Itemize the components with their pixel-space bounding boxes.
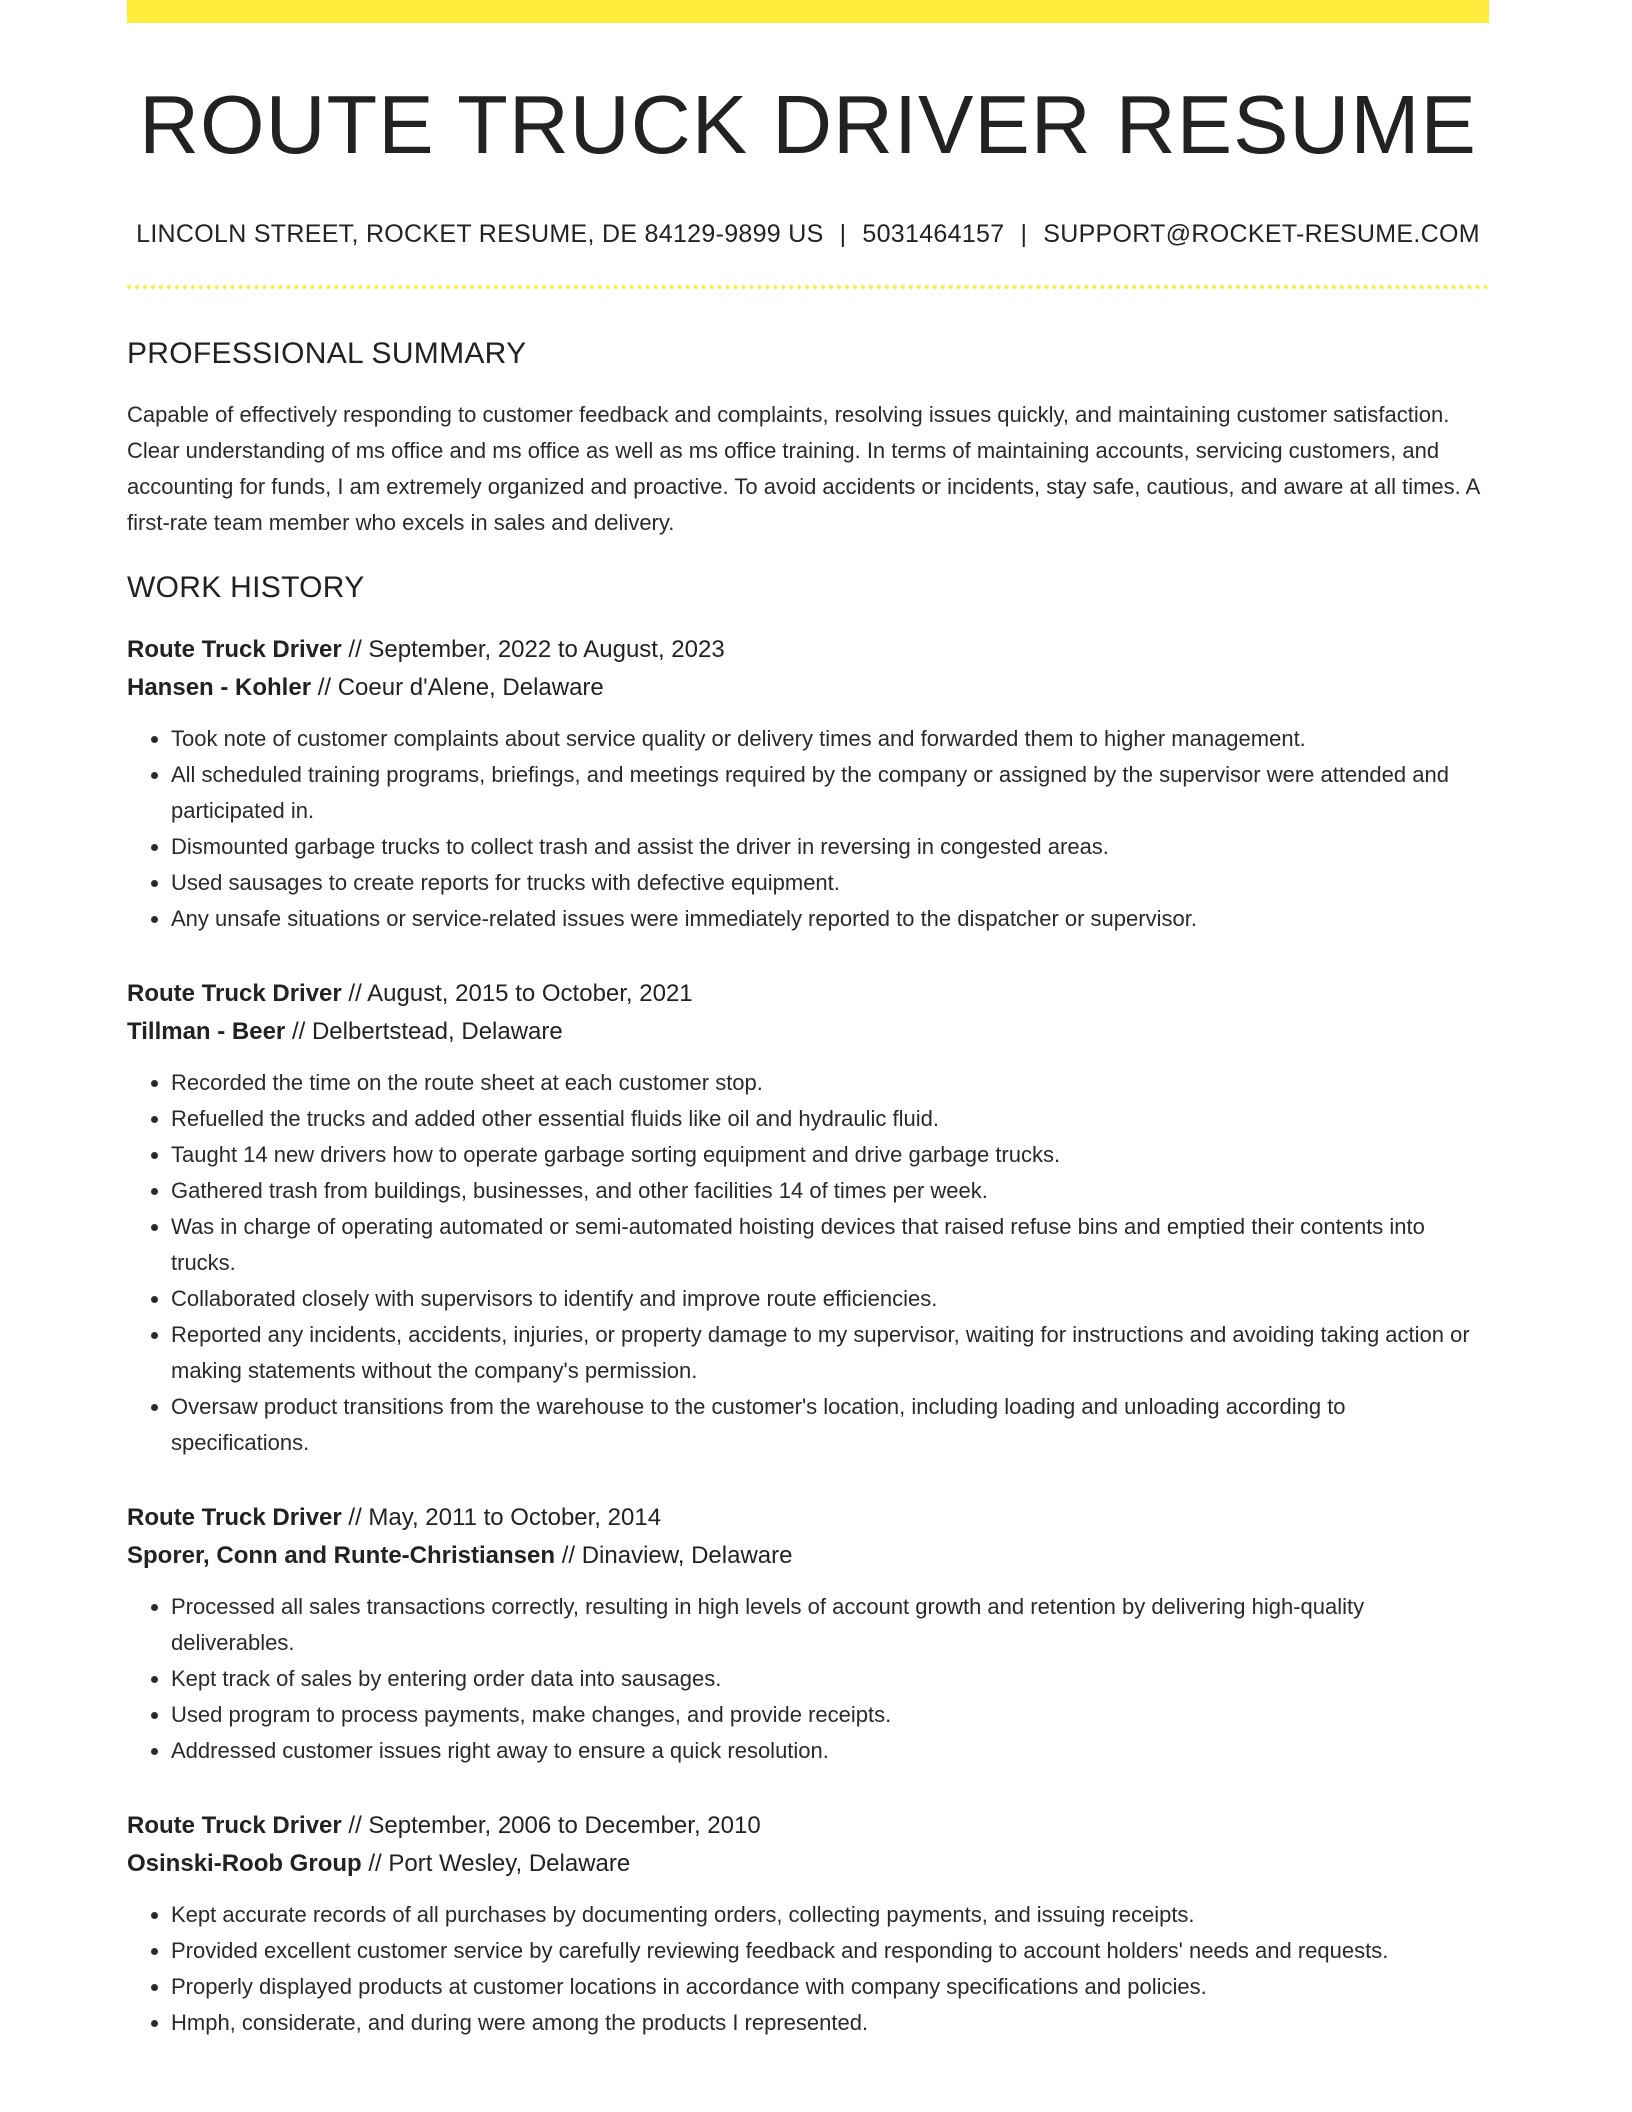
job-title: Route Truck Driver — [127, 980, 342, 1008]
job-bullet: • Kept track of sales by entering order data into sausages. — [171, 1661, 1489, 1697]
job-bullet: • All scheduled training programs, briefings, and meetings required by the company or assigned by the supervisor were attended and participated in. — [171, 757, 1489, 829]
job-bullet: • Gathered trash from buildings, businesses, and other facilities 14 of times per week. — [171, 1173, 1489, 1209]
job-company: Osinski-Roob Group — [127, 1850, 362, 1878]
job-bullet-list — [127, 1589, 1489, 1769]
summary-text: Capable of effectively responding to customer feedback and complaints, resolving issues quickly, and maintaining customer satisfaction. Clear understanding of ms office and ms office as well as ms office training. In terms of maintaining accounts, servicing customers, and accounting for funds, I am extremely organized and proactive. To avoid accidents or incidents, stay safe, cautious, and aware at all times. A first-rate team member who excels in sales and delivery. — [127, 402, 1480, 536]
job-bullet: • Collaborated closely with supervisors to identify and improve route efficiencies. — [171, 1281, 1489, 1317]
resume-title: ROUTE TRUCK DRIVER RESUME — [139, 78, 1477, 171]
summary-heading: PROFESSIONAL SUMMARY — [127, 337, 527, 371]
job-title-line — [127, 975, 1489, 1013]
job-company-line — [127, 1537, 1489, 1575]
job-title-line — [127, 1499, 1489, 1537]
job-company-line — [127, 669, 1489, 707]
job-company: Sporer, Conn and Runte-Christiansen — [127, 1542, 556, 1570]
contact-separator: | — [1020, 220, 1028, 249]
job-bullet: • Reported any incidents, accidents, injuries, or property damage to my supervisor, waiting for instructions and avoiding taking action or making statements without the company's permission. — [171, 1317, 1489, 1389]
job-location: // Port Wesley, Delaware — [361, 1850, 631, 1878]
job-bullet: • Provided excellent customer service by carefully reviewing feedback and responding to account holders' needs and requests. — [171, 1933, 1489, 1969]
contact-separator: | — [839, 220, 847, 249]
job-dates: // August, 2015 to October, 2021 — [341, 980, 693, 1008]
job-title: Route Truck Driver — [127, 1504, 342, 1532]
job-bullet: • Dismounted garbage trucks to collect trash and assist the driver in reversing in congested areas. — [171, 829, 1489, 865]
job-bullet: • Took note of customer complaints about service quality or delivery times and forwarded them to higher management. — [171, 721, 1489, 757]
contact-line — [127, 220, 1489, 249]
job-bullet: • Addressed customer issues right away to ensure a quick resolution. — [171, 1733, 1489, 1769]
contact-phone: 5031464157 — [862, 220, 1005, 249]
dotted-divider — [127, 285, 1489, 289]
job-title-line — [127, 1807, 1489, 1845]
job-bullet: • Any unsafe situations or service-related issues were immediately reported to the dispatcher or supervisor. — [171, 901, 1489, 937]
job-bullet: • Processed all sales transactions correctly, resulting in high levels of account growth and retention by delivering high-quality deliverables. — [171, 1589, 1489, 1661]
job-bullet: • Taught 14 new drivers how to operate garbage sorting equipment and drive garbage trucks. — [171, 1137, 1489, 1173]
job-company: Tillman - Beer — [127, 1018, 286, 1046]
job-bullet: • Oversaw product transitions from the warehouse to the customer's location, including loading and unloading according to specifications. — [171, 1389, 1489, 1461]
job-company: Hansen - Kohler — [127, 674, 312, 702]
job-title-line — [127, 631, 1489, 669]
job-bullet: • Properly displayed products at customer locations in accordance with company specifications and policies. — [171, 1969, 1489, 2005]
contact-email: SUPPORT@ROCKET-RESUME.COM — [1043, 220, 1480, 249]
job-dates: // September, 2006 to December, 2010 — [341, 1812, 761, 1840]
work-history-heading: WORK HISTORY — [127, 571, 365, 605]
job-bullet: • Used program to process payments, make changes, and provide receipts. — [171, 1697, 1489, 1733]
job-entry — [127, 975, 1489, 1461]
job-bullet-list — [127, 1065, 1489, 1461]
job-bullet: • Refuelled the trucks and added other essential fluids like oil and hydraulic fluid. — [171, 1101, 1489, 1137]
job-title: Route Truck Driver — [127, 636, 342, 664]
job-company-line — [127, 1013, 1489, 1051]
job-entry — [127, 631, 1489, 937]
job-location: // Dinaview, Delaware — [555, 1542, 793, 1570]
job-location: // Coeur d'Alene, Delaware — [311, 674, 604, 702]
job-bullet: • Recorded the time on the route sheet at each customer stop. — [171, 1065, 1489, 1101]
job-entry — [127, 1499, 1489, 1769]
job-title: Route Truck Driver — [127, 1812, 342, 1840]
job-company-line — [127, 1845, 1489, 1883]
job-bullet: • Hmph, considerate, and during were among the products I represented. — [171, 2005, 1489, 2041]
job-dates: // May, 2011 to October, 2014 — [341, 1504, 662, 1532]
job-location: // Delbertstead, Delaware — [285, 1018, 563, 1046]
job-dates: // September, 2022 to August, 2023 — [341, 636, 725, 664]
work-history-list — [127, 631, 1489, 2041]
job-bullet: • Kept accurate records of all purchases by documenting orders, collecting payments, and issuing receipts. — [171, 1897, 1489, 1933]
contact-address: LINCOLN STREET, ROCKET RESUME, DE 84129-9899 US — [136, 220, 824, 249]
job-bullet-list — [127, 721, 1489, 937]
resume-page — [127, 0, 1489, 2041]
job-bullet: • Was in charge of operating automated or semi-automated hoisting devices that raised refuse bins and emptied their contents into trucks. — [171, 1209, 1489, 1281]
accent-top-bar — [127, 0, 1489, 23]
job-bullet: • Used sausages to create reports for trucks with defective equipment. — [171, 865, 1489, 901]
job-entry — [127, 1807, 1489, 2041]
job-bullet-list — [127, 1897, 1489, 2041]
